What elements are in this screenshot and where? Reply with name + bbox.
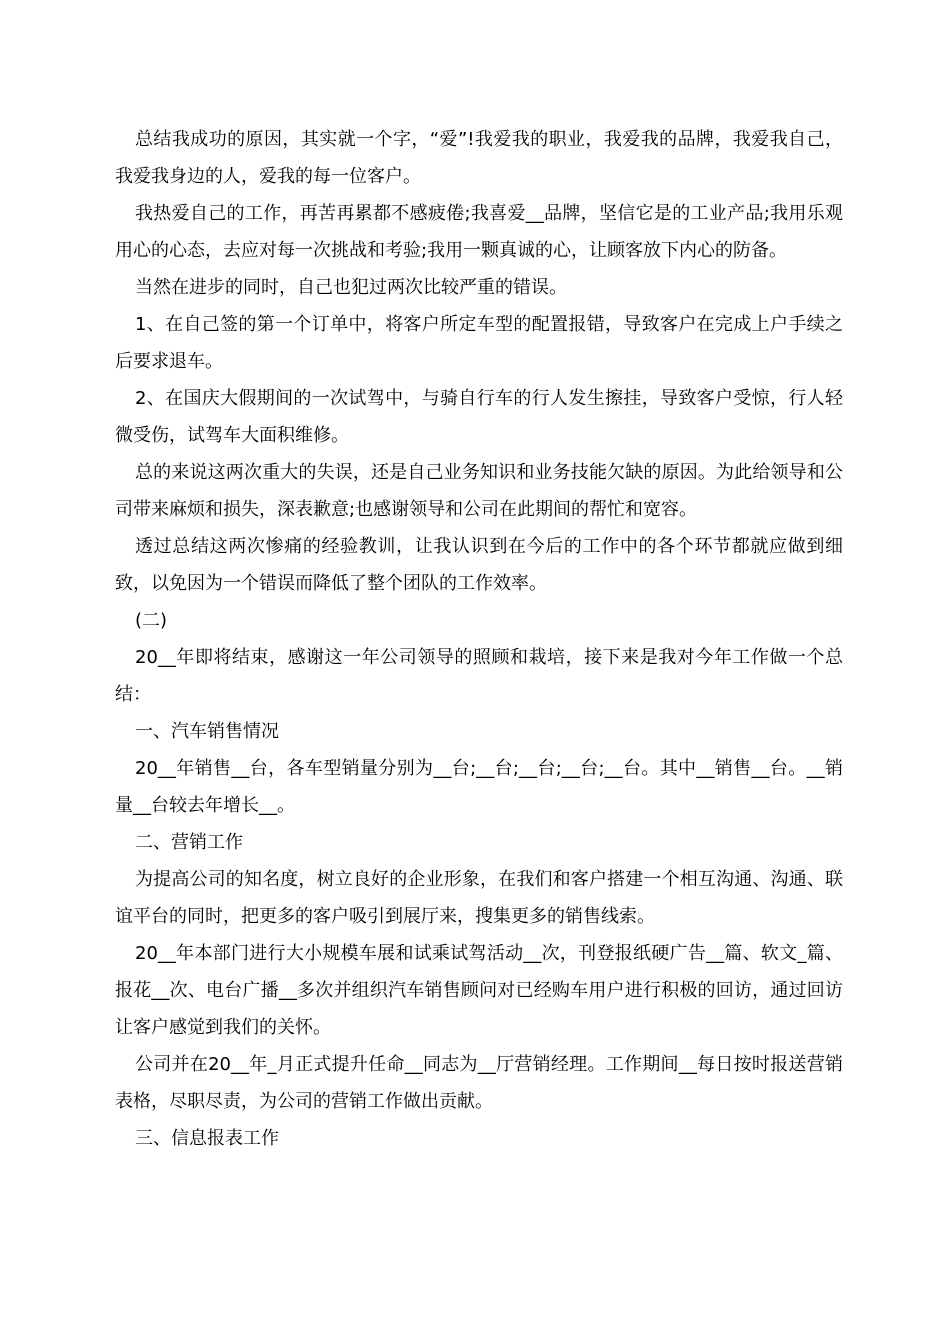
paragraph-mistakes-summary: 总的来说这两次重大的失误，还是自己业务知识和业务技能欠缺的原因。为此给领导和公司带来麻烦和损失，深表歉意;也感谢领导和公司在此期间的帮忙和宽容。 <box>115 462 843 520</box>
heading-car-sales: 一、汽车销售情况 <box>135 721 279 742</box>
paragraph-success-reason: 总结我成功的原因，其实就一个字，“爱”!我爱我的职业，我爱我的品牌，我爱我自己，我爱我身边的人，爱我的每一位客户。 <box>115 129 843 187</box>
paragraph-mistake-2: 2、在国庆大假期间的一次试驾中，与骑自行车的行人发生擦挂，导致客户受惊，行人轻微受伤，试驾车大面积维修。 <box>115 388 843 446</box>
paragraph-lessons: 透过总结这两次惨痛的经验教训，让我认识到在今后的工作中的各个环节都就应做到细致，以免因为一个错误而降低了整个团队的工作效率。 <box>115 536 843 594</box>
paragraph-sales-figures: 20__年销售__台，各车型销量分别为__台;__台;__台;__台;__台。其中__销售__台。__销量__台较去年增长__。 <box>115 758 843 816</box>
paragraph-mistake-1: 1、在自己签的第一个订单中，将客户所定车型的配置报错，导致客户在完成上户手续之后要求退车。 <box>115 314 843 372</box>
paragraph-promotion: 公司并在20__年_月正式提升任命__同志为__厅营销经理。工作期间__每日按时报送营销表格，尽职尽责，为公司的营销工作做出贡献。 <box>115 1054 843 1112</box>
paragraph-year-end-intro: 20__年即将结束，感谢这一年公司领导的照顾和栽培，接下来是我对今年工作做一个总结： <box>115 647 843 705</box>
paragraph-love-work: 我热爱自己的工作，再苦再累都不感疲倦;我喜爱__品牌，坚信它是的工业产品;我用乐观用心的心态，去应对每一次挑战和考验;我用一颗真诚的心，让顾客放下内心的防备。 <box>115 203 843 261</box>
paragraph-marketing-goal: 为提高公司的知名度，树立良好的企业形象，在我们和客户搭建一个相互沟通、沟通、联谊平台的同时，把更多的客户吸引到展厅来，搜集更多的销售线索。 <box>115 869 843 927</box>
heading-marketing: 二、营销工作 <box>135 832 243 853</box>
heading-info-reports: 三、信息报表工作 <box>135 1128 279 1149</box>
paragraph-mistakes-intro: 当然在进步的同时，自己也犯过两次比较严重的错误。 <box>135 277 567 298</box>
section-number-two: (二) <box>135 610 168 631</box>
paragraph-marketing-activities: 20__年本部门进行大小规模车展和试乘试驾活动__次，刊登报纸硬广告__篇、软文_篇、报花__次、电台广播__多次并组织汽车销售顾问对已经购车用户进行积极的回访，通过回访让客户感觉到我们的关怀。 <box>115 943 843 1038</box>
document-body <box>115 121 843 1157</box>
